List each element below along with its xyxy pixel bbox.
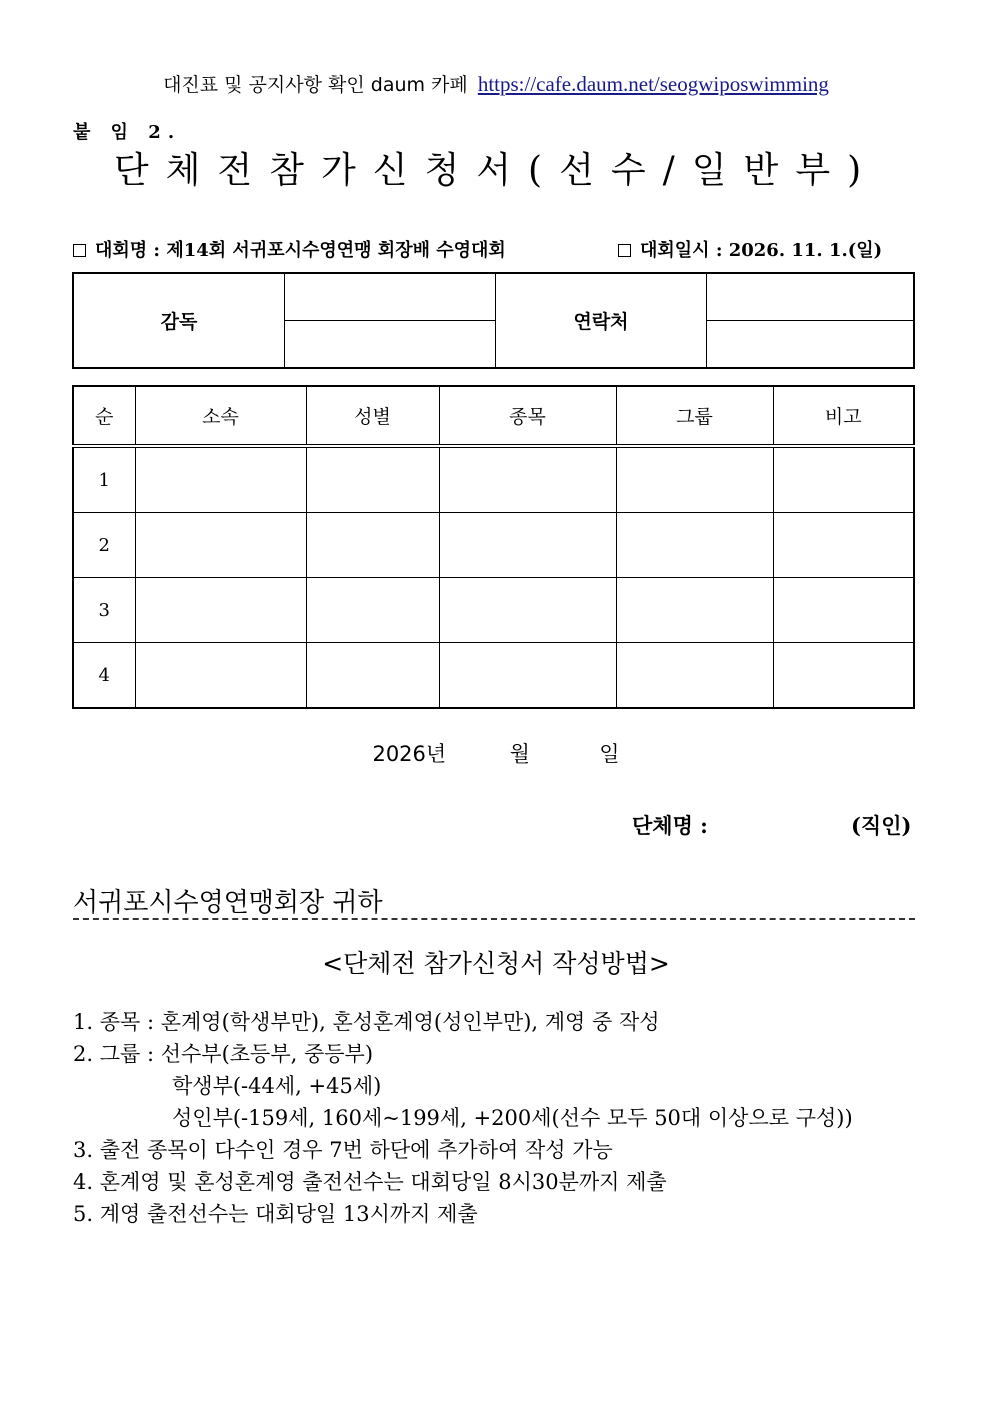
date-month: 월 — [509, 742, 530, 766]
event-cell[interactable] — [439, 643, 616, 709]
remarks-cell[interactable] — [773, 643, 914, 709]
roster-header-row — [73, 386, 914, 446]
cafe-link[interactable]: https://cafe.daum.net/seogwiposwimming — [477, 72, 829, 96]
addressee: 서귀포시수영연맹회장 귀하 — [73, 888, 383, 918]
affiliation-cell[interactable] — [135, 446, 306, 513]
group-cell[interactable] — [616, 446, 773, 513]
coach-label: 감독 — [73, 273, 285, 368]
row-number: 3 — [73, 578, 135, 643]
header-order: 순 — [73, 386, 135, 446]
row-number: 1 — [73, 446, 135, 513]
list-item: 4. 혼계영 및 혼성혼계영 출전선수는 대회당일 8시30분까지 제출 — [73, 1170, 667, 1194]
contact-field[interactable] — [707, 273, 915, 321]
checkbox-square-icon — [618, 244, 631, 257]
gender-cell[interactable] — [306, 643, 439, 709]
row-number: 4 — [73, 643, 135, 709]
contact-label: 연락처 — [496, 273, 707, 368]
affiliation-cell[interactable] — [135, 643, 306, 709]
table-row — [73, 578, 914, 643]
dashed-divider — [73, 918, 915, 920]
table-row — [73, 513, 914, 578]
event-date — [618, 236, 882, 262]
list-item: 5. 계영 출전선수는 대회당일 13시까지 제출 — [73, 1202, 478, 1226]
supervisor-table — [72, 272, 915, 369]
header-event: 종목 — [439, 386, 616, 446]
form-title: 단체전참가신청서(선수/일반부) — [113, 150, 879, 191]
header-affiliation: 소속 — [135, 386, 306, 446]
event-cell[interactable] — [439, 578, 616, 643]
remarks-cell[interactable] — [773, 446, 914, 513]
submission-date — [0, 738, 992, 768]
table-row — [73, 643, 914, 709]
event-name-text: 대회명 : 제14회 서귀포시수영연맹 회장배 수영대회 — [95, 240, 506, 261]
group-cell[interactable] — [616, 578, 773, 643]
gender-cell[interactable] — [306, 578, 439, 643]
cafe-notice — [0, 70, 992, 97]
contact-field-2[interactable] — [707, 321, 915, 369]
date-year: 2026년 — [372, 742, 447, 766]
table-row — [73, 446, 914, 513]
checkbox-square-icon — [73, 244, 86, 257]
date-day: 일 — [599, 742, 620, 766]
remarks-cell[interactable] — [773, 578, 914, 643]
list-item: 3. 출전 종목이 다수인 경우 7번 하단에 추가하여 작성 가능 — [73, 1138, 613, 1162]
event-cell[interactable] — [439, 513, 616, 578]
gender-cell[interactable] — [306, 513, 439, 578]
header-group: 그룹 — [616, 386, 773, 446]
event-cell[interactable] — [439, 446, 616, 513]
event-date-text: 대회일시 : 2026. 11. 1.(일) — [640, 240, 883, 261]
row-number: 2 — [73, 513, 135, 578]
affiliation-cell[interactable] — [135, 513, 306, 578]
list-item: 학생부(-44세, +45세) — [172, 1074, 382, 1098]
group-cell[interactable] — [616, 643, 773, 709]
remarks-cell[interactable] — [773, 513, 914, 578]
seal-label: (직인) — [851, 813, 912, 838]
gender-cell[interactable] — [306, 446, 439, 513]
notice-text: 대진표 및 공지사항 확인 daum 카페 — [163, 74, 468, 96]
header-remarks: 비고 — [773, 386, 914, 446]
group-cell[interactable] — [616, 513, 773, 578]
list-item: 1. 종목 : 혼계영(학생부만), 혼성혼계영(성인부만), 계영 중 작성 — [73, 1010, 660, 1034]
coach-name-field[interactable] — [285, 273, 496, 321]
instructions-heading: <단체전 참가신청서 작성방법> — [322, 949, 670, 978]
affiliation-cell[interactable] — [135, 578, 306, 643]
organization-label: 단체명 : — [632, 813, 708, 838]
list-item: 성인부(-159세, 160세~199세, +200세(선수 모두 50대 이상으로 구성)) — [172, 1106, 853, 1130]
list-item: 2. 그룹 : 선수부(초등부, 중등부) — [73, 1042, 374, 1066]
roster-table — [72, 385, 915, 709]
event-name — [73, 236, 506, 262]
instructions-list — [73, 1006, 853, 1230]
header-gender: 성별 — [306, 386, 439, 446]
coach-name-field-2[interactable] — [285, 321, 496, 369]
attachment-label: 붙 임 2. — [73, 122, 182, 143]
